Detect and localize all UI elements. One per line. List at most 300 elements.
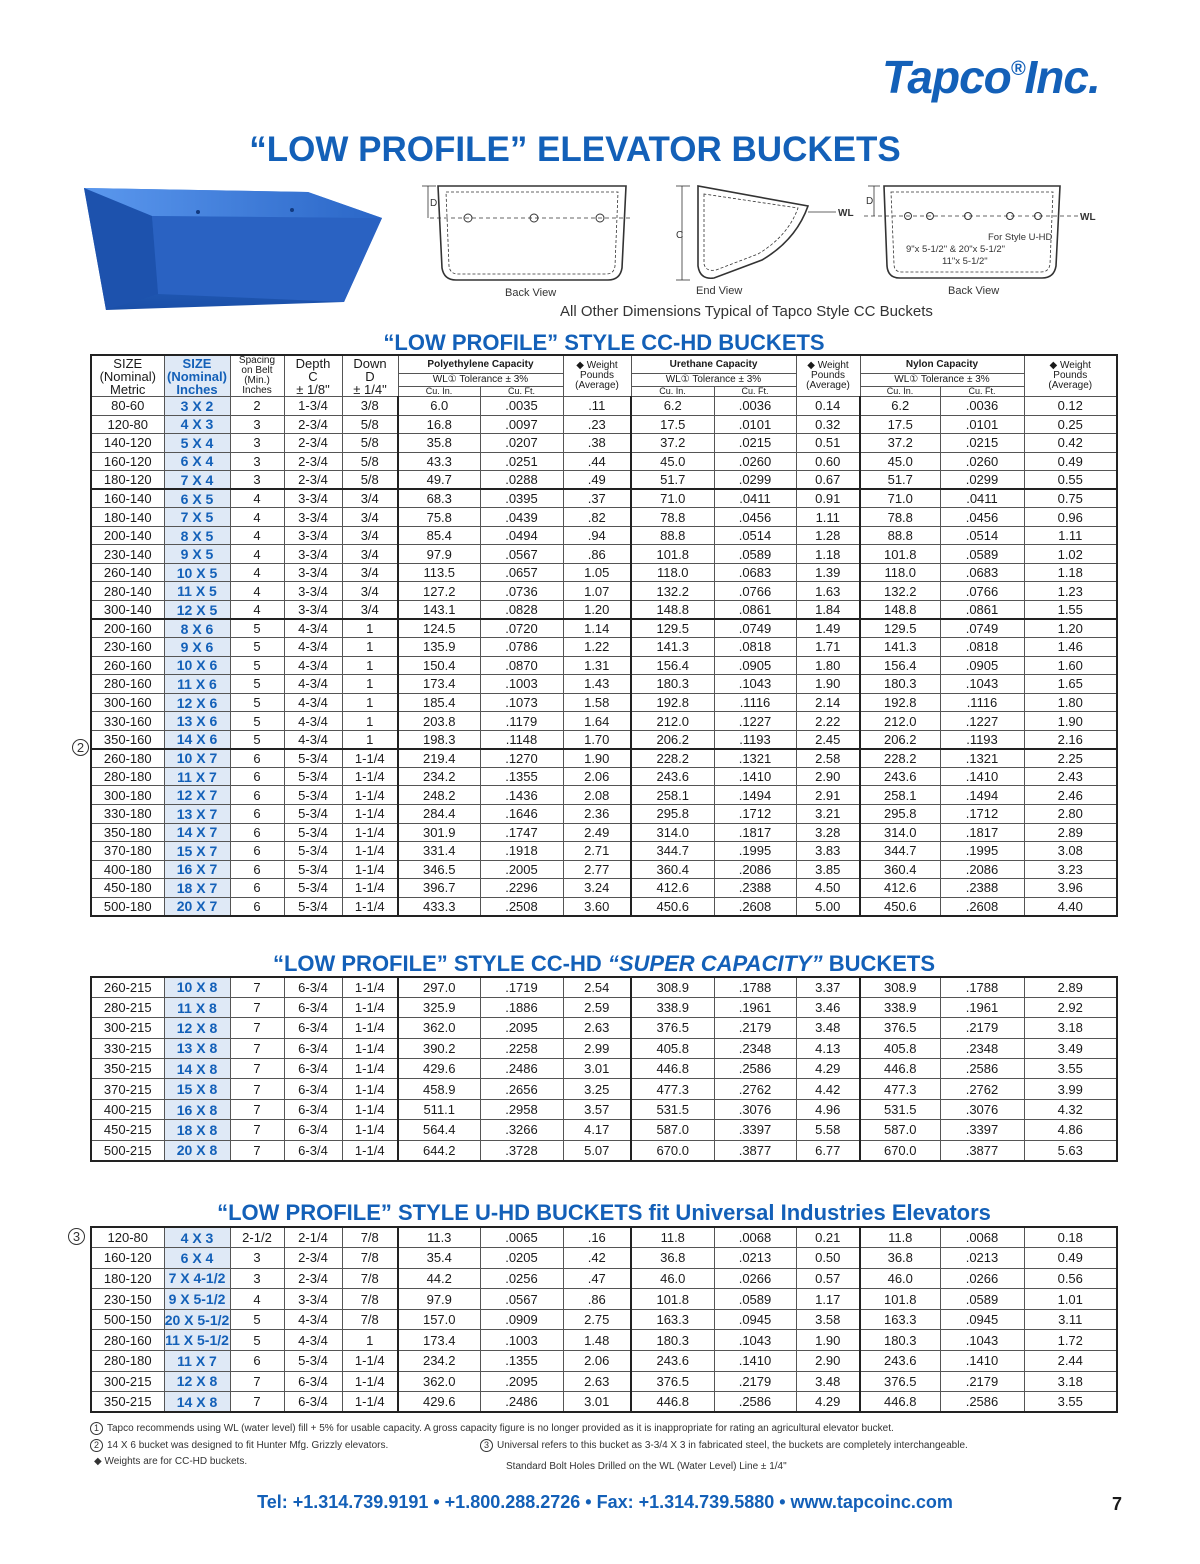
table-row (91, 1120, 1117, 1140)
table-cell: .0736 (480, 582, 563, 601)
table-cell: 3 (230, 452, 284, 471)
table-cell: 376.5 (631, 1018, 714, 1038)
table-cell: 3.96 (1024, 879, 1117, 898)
cc-hd-table (90, 354, 1118, 917)
table-cell: 2.44 (1024, 1351, 1117, 1372)
table-cell: 0.14 (796, 397, 860, 416)
table-cell: 1-1/4 (342, 1038, 398, 1058)
table-cell: 2-3/4 (284, 1248, 342, 1269)
end-view-c-label: C (676, 230, 684, 241)
table-cell: .16 (563, 1227, 631, 1248)
table-cell: 4-3/4 (284, 693, 342, 712)
footnote-2-mark: 2 (90, 1439, 103, 1452)
table-row (91, 471, 1117, 490)
table-cell: 1-1/4 (342, 767, 398, 786)
nominal-size-cell: 18 X 8 (164, 1120, 230, 1140)
table-cell: 2-3/4 (284, 452, 342, 471)
table-cell: 1-1/4 (342, 1140, 398, 1160)
table-cell: 6 (230, 879, 284, 898)
table-cell: 0.50 (796, 1248, 860, 1269)
table-cell: 4.50 (796, 879, 860, 898)
table-cell: 160-120 (91, 452, 164, 471)
table-cell: 300-160 (91, 693, 164, 712)
table-cell: .0514 (714, 526, 796, 545)
table-cell: .44 (563, 452, 631, 471)
table-cell: 180-120 (91, 1268, 164, 1289)
nominal-size-cell: 11 X 7 (164, 767, 230, 786)
table-cell: 7 (230, 1099, 284, 1119)
table-cell: 3.48 (796, 1371, 860, 1392)
table-cell: .1321 (940, 749, 1024, 768)
table-cell: 330-160 (91, 712, 164, 731)
end-view-wl-label: WL (838, 208, 854, 219)
bucket-photo (80, 182, 390, 312)
table-cell: 5.00 (796, 897, 860, 916)
nominal-size-cell: 11 X 8 (164, 997, 230, 1017)
table-cell: 3.11 (1024, 1309, 1117, 1330)
uhd-back-view-label: Back View (948, 285, 1000, 297)
table-cell: 5/8 (342, 452, 398, 471)
table-cell: 2.14 (796, 693, 860, 712)
table-cell: .1227 (940, 712, 1024, 731)
table-cell: 350-180 (91, 823, 164, 842)
table-cell: .2586 (714, 1392, 796, 1413)
table-cell: 6 (230, 1351, 284, 1372)
table-row (91, 1140, 1117, 1160)
table-cell: .2608 (714, 897, 796, 916)
table-cell: 5.58 (796, 1120, 860, 1140)
table-cell: 376.5 (860, 1371, 940, 1392)
table-cell: 350-215 (91, 1059, 164, 1079)
table-cell: 5-3/4 (284, 897, 342, 916)
table-cell: .0260 (714, 452, 796, 471)
table-cell: 350-215 (91, 1392, 164, 1413)
table-cell: 3.21 (796, 805, 860, 824)
table-cell: 308.9 (631, 977, 714, 997)
table-cell: 3-3/4 (284, 508, 342, 527)
table-cell: .0720 (480, 619, 563, 638)
table-cell: 1-1/4 (342, 786, 398, 805)
table-cell: 2.54 (563, 977, 631, 997)
table-cell: .1719 (480, 977, 563, 997)
table-cell: 0.55 (1024, 471, 1117, 490)
table-cell: .0035 (480, 397, 563, 416)
table-cell: .2762 (714, 1079, 796, 1099)
table-cell: .1410 (940, 767, 1024, 786)
table-cell: 1.49 (796, 619, 860, 638)
table-cell: 1.46 (1024, 638, 1117, 657)
table-row (91, 1099, 1117, 1119)
table-cell: 45.0 (631, 452, 714, 471)
header-poly-weight: ◆ Weight Pounds (Average) (563, 355, 631, 397)
table-cell: 1-1/4 (342, 1099, 398, 1119)
table-cell: 3-3/4 (284, 1289, 342, 1310)
table-cell: 446.8 (860, 1059, 940, 1079)
table-cell: 1.01 (1024, 1289, 1117, 1310)
nominal-size-cell: 14 X 6 (164, 730, 230, 749)
table-cell: 132.2 (631, 582, 714, 601)
table-cell: 4 (230, 489, 284, 508)
uhd-note-line3: 11"x 5-1/2" (942, 256, 988, 267)
table-cell: 140-120 (91, 434, 164, 453)
table-cell: .1961 (714, 997, 796, 1017)
table-cell: .3728 (480, 1140, 563, 1160)
nominal-size-cell: 12 X 8 (164, 1371, 230, 1392)
table-cell: 260-180 (91, 749, 164, 768)
logo-name: Tapco (882, 51, 1011, 103)
table-cell: 35.8 (398, 434, 480, 453)
table-cell: 148.8 (631, 601, 714, 620)
table-cell: 3.57 (563, 1099, 631, 1119)
table-cell: .94 (563, 526, 631, 545)
table-cell: 1.20 (1024, 619, 1117, 638)
nominal-size-cell: 12 X 6 (164, 693, 230, 712)
table-cell: 157.0 (398, 1309, 480, 1330)
table-cell: 1-1/4 (342, 823, 398, 842)
table-cell: 2.99 (563, 1038, 631, 1058)
table-cell: 78.8 (860, 508, 940, 527)
table-cell: 5.63 (1024, 1140, 1117, 1160)
table-cell: 43.3 (398, 452, 480, 471)
table-cell: 412.6 (631, 879, 714, 898)
table-cell: 5-3/4 (284, 823, 342, 842)
table-cell: 3.85 (796, 860, 860, 879)
table-cell: 230-160 (91, 638, 164, 657)
table-cell: 1.11 (1024, 526, 1117, 545)
footnote-3-text: Universal refers to this bucket as 3-3/4 X 3 in fabricated steel, the buckets are completely interchangeable. (497, 1440, 968, 1451)
table-cell: 0.96 (1024, 508, 1117, 527)
diagram-note: All Other Dimensions Typical of Tapco Style CC Buckets (560, 303, 933, 320)
table-cell: .1116 (714, 693, 796, 712)
table-cell: 2.06 (563, 767, 631, 786)
table-cell: 3.37 (796, 977, 860, 997)
table-cell: 1-1/4 (342, 1079, 398, 1099)
table-cell: 0.42 (1024, 434, 1117, 453)
table-cell: 405.8 (860, 1038, 940, 1058)
table-cell: 1.90 (1024, 712, 1117, 731)
table-cell: .1712 (714, 805, 796, 824)
table-cell: .0260 (940, 452, 1024, 471)
table-cell: .0589 (714, 1289, 796, 1310)
table-cell: 4-3/4 (284, 675, 342, 694)
table-cell: .2179 (940, 1018, 1024, 1038)
table-cell: 344.7 (860, 842, 940, 861)
table-cell: 400-215 (91, 1099, 164, 1119)
table-cell: 390.2 (398, 1038, 480, 1058)
table-cell: 2.75 (563, 1309, 631, 1330)
table-cell: 1 (342, 656, 398, 675)
table-row (91, 997, 1117, 1017)
table-cell: 5 (230, 638, 284, 657)
table-cell: 1-1/4 (342, 897, 398, 916)
table-cell: 248.2 (398, 786, 480, 805)
table-cell: .1179 (480, 712, 563, 731)
nominal-size-cell: 12 X 5 (164, 601, 230, 620)
table-row (91, 526, 1117, 545)
table-row (91, 730, 1117, 749)
table-cell: 3/4 (342, 563, 398, 582)
uhd-wl-label: WL (1080, 212, 1096, 223)
table-cell: .0861 (714, 601, 796, 620)
footnote-2 (90, 1439, 388, 1452)
table-cell: 1-1/4 (342, 879, 398, 898)
table-cell: .86 (563, 1289, 631, 1310)
table-cell: 3.01 (563, 1392, 631, 1413)
table-row (91, 897, 1117, 916)
table-cell: 243.6 (631, 767, 714, 786)
table-cell: 338.9 (631, 997, 714, 1017)
table-cell: 330-215 (91, 1038, 164, 1058)
table-cell: 6 (230, 805, 284, 824)
table-cell: .0589 (714, 545, 796, 564)
table-cell: 0.60 (796, 452, 860, 471)
nominal-size-cell: 10 X 7 (164, 749, 230, 768)
table-cell: 446.8 (631, 1059, 714, 1079)
nominal-size-cell: 13 X 7 (164, 805, 230, 824)
table-cell: 301.9 (398, 823, 480, 842)
table-cell: 0.18 (1024, 1227, 1117, 1248)
table-cell: 4 (230, 545, 284, 564)
table-cell: 644.2 (398, 1140, 480, 1160)
table-cell: .1646 (480, 805, 563, 824)
table-cell: 1.28 (796, 526, 860, 545)
table-cell: 1-1/4 (342, 1120, 398, 1140)
table-cell: 450-180 (91, 879, 164, 898)
table-row (91, 563, 1117, 582)
table-cell: 212.0 (631, 712, 714, 731)
table-cell: 7 (230, 1140, 284, 1160)
table-cell: 1 (342, 675, 398, 694)
table-cell: 3 (230, 1248, 284, 1269)
table-cell: 6 (230, 786, 284, 805)
header-urethane-capacity: Urethane Capacity (631, 355, 796, 374)
table-cell: .2388 (940, 879, 1024, 898)
table-cell: 3.48 (796, 1018, 860, 1038)
table-cell: 0.25 (1024, 415, 1117, 434)
table-cell: 36.8 (860, 1248, 940, 1269)
header-poly-capacity: Polyethylene Capacity (398, 355, 563, 374)
table-cell: 511.1 (398, 1099, 480, 1119)
table-cell: 2.58 (796, 749, 860, 768)
table-cell: 141.3 (860, 638, 940, 657)
table-cell: 7/8 (342, 1268, 398, 1289)
table-cell: 0.12 (1024, 397, 1117, 416)
table-cell: .0288 (480, 471, 563, 490)
nominal-size-cell: 6 X 4 (164, 452, 230, 471)
table-cell: 2.77 (563, 860, 631, 879)
table-cell: 1.63 (796, 582, 860, 601)
table-cell: 1.05 (563, 563, 631, 582)
table-cell: 4-3/4 (284, 619, 342, 638)
table-cell: 97.9 (398, 1289, 480, 1310)
table-cell: 1-1/4 (342, 977, 398, 997)
table-cell: 3-3/4 (284, 601, 342, 620)
table-row (91, 1248, 1117, 1269)
tapco-logo (882, 50, 1100, 104)
section2-title-a: “LOW PROFILE” STYLE CC-HD (272, 951, 608, 976)
table-cell: 45.0 (860, 452, 940, 471)
table-cell: .3076 (940, 1099, 1024, 1119)
table-cell: 6 (230, 897, 284, 916)
table-cell: 51.7 (860, 471, 940, 490)
table-cell: 3/4 (342, 508, 398, 527)
table-cell: 346.5 (398, 860, 480, 879)
table-cell: 477.3 (631, 1079, 714, 1099)
table-cell: .0861 (940, 601, 1024, 620)
table-cell: 1.17 (796, 1289, 860, 1310)
table-cell: 2.59 (563, 997, 631, 1017)
nominal-size-cell: 15 X 7 (164, 842, 230, 861)
table-cell: 1.02 (1024, 545, 1117, 564)
table-cell: .1961 (940, 997, 1024, 1017)
table-row (91, 767, 1117, 786)
table-cell: 297.0 (398, 977, 480, 997)
table-cell: 295.8 (631, 805, 714, 824)
table-cell: 300-215 (91, 1371, 164, 1392)
table-cell: 180.3 (860, 675, 940, 694)
table-cell: .38 (563, 434, 631, 453)
end-view-diagram (676, 186, 836, 280)
table-cell: 219.4 (398, 749, 480, 768)
table-cell: .2508 (480, 897, 563, 916)
table-row (91, 805, 1117, 824)
table-cell: 5/8 (342, 415, 398, 434)
table-cell: 180-120 (91, 471, 164, 490)
nominal-size-cell: 6 X 5 (164, 489, 230, 508)
table-cell: 3.99 (1024, 1079, 1117, 1099)
table-cell: .0036 (940, 397, 1024, 416)
table-cell: .0766 (940, 582, 1024, 601)
table-cell: .0256 (480, 1268, 563, 1289)
footnote-marker-3: 3 (68, 1228, 85, 1245)
table-row (91, 749, 1117, 768)
table-cell: 1.70 (563, 730, 631, 749)
table-cell: 113.5 (398, 563, 480, 582)
table-cell: .0945 (940, 1309, 1024, 1330)
nominal-size-cell: 13 X 8 (164, 1038, 230, 1058)
table-cell: 6 (230, 767, 284, 786)
table-cell: .0749 (714, 619, 796, 638)
table-cell: 2.25 (1024, 749, 1117, 768)
table-cell: .0870 (480, 656, 563, 675)
table-cell: 446.8 (860, 1392, 940, 1413)
table-cell: 6.77 (796, 1140, 860, 1160)
table-cell: 129.5 (860, 619, 940, 638)
table-cell: .0213 (714, 1248, 796, 1269)
table-cell: 2.63 (563, 1018, 631, 1038)
table-cell: 192.8 (860, 693, 940, 712)
table-cell: 156.4 (860, 656, 940, 675)
table-row (91, 545, 1117, 564)
table-cell: .0266 (940, 1268, 1024, 1289)
table-cell: .1995 (714, 842, 796, 861)
table-cell: 1-1/4 (342, 1018, 398, 1038)
table-cell: 243.6 (631, 1351, 714, 1372)
table-cell: .3877 (714, 1140, 796, 1160)
table-cell: 0.49 (1024, 452, 1117, 471)
table-cell: 192.8 (631, 693, 714, 712)
table-cell: 1-1/4 (342, 997, 398, 1017)
table-cell: .1193 (940, 730, 1024, 749)
table-cell: 6.2 (631, 397, 714, 416)
table-cell: 3.49 (1024, 1038, 1117, 1058)
table-cell: .0786 (480, 638, 563, 657)
table-cell: 2-1/2 (230, 1227, 284, 1248)
table-cell: 1.23 (1024, 582, 1117, 601)
table-cell: 200-140 (91, 526, 164, 545)
table-cell: 4-3/4 (284, 656, 342, 675)
table-cell: 180-140 (91, 508, 164, 527)
table-cell: 0.21 (796, 1227, 860, 1248)
table-cell: 1.07 (563, 582, 631, 601)
nominal-size-cell: 18 X 7 (164, 879, 230, 898)
table-cell: 85.4 (398, 526, 480, 545)
table-cell: 141.3 (631, 638, 714, 657)
table-cell: .1712 (940, 805, 1024, 824)
table-cell: 338.9 (860, 997, 940, 1017)
table-cell: 5 (230, 712, 284, 731)
table-row (91, 619, 1117, 638)
table-cell: 206.2 (631, 730, 714, 749)
table-cell: 5-3/4 (284, 842, 342, 861)
table-cell: .1355 (480, 767, 563, 786)
table-cell: 1-1/4 (342, 805, 398, 824)
table-cell: 450.6 (631, 897, 714, 916)
table-cell: 2.91 (796, 786, 860, 805)
table-cell: .3397 (940, 1120, 1024, 1140)
table-cell: .0905 (940, 656, 1024, 675)
table-cell: 3.18 (1024, 1018, 1117, 1038)
table-cell: .23 (563, 415, 631, 434)
table-cell: 180.3 (860, 1330, 940, 1351)
table-cell: 6-3/4 (284, 1099, 342, 1119)
table-cell: 3 (230, 1268, 284, 1289)
table-row (91, 786, 1117, 805)
table-cell: 4.29 (796, 1392, 860, 1413)
table-cell: 0.32 (796, 415, 860, 434)
table-cell: .0766 (714, 582, 796, 601)
table-cell: .1410 (940, 1351, 1024, 1372)
uhd-note-line1: For Style U-HD (988, 232, 1053, 243)
header-spacing: Spacing on Belt (Min.) Inches (230, 355, 284, 397)
table-cell: 450.6 (860, 897, 940, 916)
table-cell: 1.31 (563, 656, 631, 675)
table-row (91, 638, 1117, 657)
table-cell: 36.8 (631, 1248, 714, 1269)
table-cell: 234.2 (398, 767, 480, 786)
contact-footer: Tel: +1.314.739.9191 • +1.800.288.2726 • Fax: +1.314.739.5880 • www.tapcoinc.com (257, 1492, 953, 1512)
table-cell: 3 (230, 434, 284, 453)
table-cell: 11.3 (398, 1227, 480, 1248)
section2-title-b: “SUPER CAPACITY” (607, 951, 823, 976)
table-cell: 4.42 (796, 1079, 860, 1099)
table-cell: .1436 (480, 786, 563, 805)
nominal-size-cell: 9 X 5-1/2 (164, 1289, 230, 1310)
table-cell: 7/8 (342, 1309, 398, 1330)
table-cell: 2 (230, 397, 284, 416)
nominal-size-cell: 15 X 8 (164, 1079, 230, 1099)
footnote-1-mark: 1 (90, 1422, 103, 1435)
table-cell: 3.58 (796, 1309, 860, 1330)
table-cell: 4 (230, 582, 284, 601)
nominal-size-cell: 13 X 6 (164, 712, 230, 731)
table-cell: .0215 (714, 434, 796, 453)
nominal-size-cell: 16 X 7 (164, 860, 230, 879)
table-cell: 5 (230, 656, 284, 675)
table-row (91, 1330, 1117, 1351)
table-cell: 7 (230, 1371, 284, 1392)
table-cell: .2348 (714, 1038, 796, 1058)
